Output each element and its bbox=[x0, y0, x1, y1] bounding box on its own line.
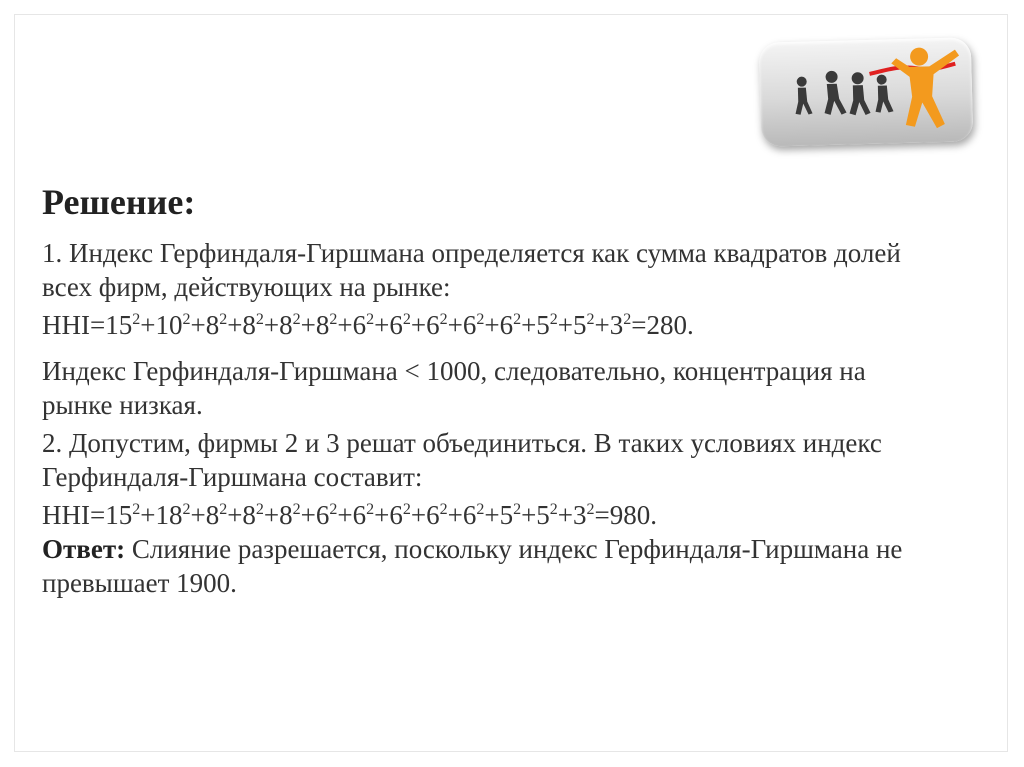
formula-plus: + bbox=[447, 500, 463, 530]
solution-heading: Решение: bbox=[42, 182, 196, 222]
formula-term: $8^2$ bbox=[205, 310, 228, 340]
formula-term: $6^2$ bbox=[499, 310, 522, 340]
formula-exponent: 2 bbox=[132, 311, 141, 328]
formula-exponent: 2 bbox=[549, 311, 558, 328]
formula-term: $5^2$ bbox=[536, 310, 558, 340]
paragraph-merger-assumption: 2. Допустим, фирмы 2 и 3 решат объединиться. В таких условиях индекс Герфиндаля-Гиршмана составит: bbox=[42, 428, 882, 492]
runners-illustration bbox=[759, 37, 974, 147]
formula-exponent: 2 bbox=[513, 501, 522, 518]
answer-text: Слияние разрешается, поскольку индекс Герфиндаля-Гиршмана не превышает 1900. bbox=[42, 534, 903, 598]
formula-exponent: 2 bbox=[513, 311, 522, 328]
formula-exponent: 2 bbox=[402, 501, 411, 518]
formula-exponent: 2 bbox=[366, 501, 375, 518]
formula-term: $5^2$ bbox=[499, 500, 522, 530]
dark-runners-icon bbox=[794, 69, 893, 117]
formula-term: $8^2$ bbox=[279, 310, 301, 340]
hhi-formula-initial bbox=[42, 308, 942, 342]
formula-exponent: 2 bbox=[255, 501, 264, 518]
formula-plus: + bbox=[263, 500, 280, 530]
formula-term: $6^2$ bbox=[426, 500, 448, 530]
formula-plus: + bbox=[190, 500, 206, 530]
formula-exponent: 2 bbox=[586, 311, 595, 328]
formula-term: $8^2$ bbox=[242, 310, 264, 340]
winner-figure-icon bbox=[891, 47, 961, 130]
formula-result: =980. bbox=[594, 500, 658, 530]
formula-exponent: 2 bbox=[182, 311, 191, 328]
formula-term: $6^2$ bbox=[389, 310, 411, 340]
formula-term: $6^2$ bbox=[352, 310, 375, 340]
hhi-formula-merger bbox=[42, 498, 942, 532]
formula-exponent: 2 bbox=[182, 501, 191, 518]
formula-exponent: 2 bbox=[476, 311, 485, 328]
formula-exponent: 2 bbox=[255, 311, 264, 328]
formula-exponent: 2 bbox=[586, 501, 595, 518]
runners-finish-line-icon bbox=[759, 37, 974, 147]
formula-plus: + bbox=[300, 310, 316, 340]
formula-plus: + bbox=[190, 310, 206, 340]
formula-plus: + bbox=[227, 500, 243, 530]
formula-term: $5^2$ bbox=[573, 310, 595, 340]
formula-plus: + bbox=[337, 310, 353, 340]
formula-plus: + bbox=[227, 310, 243, 340]
formula-plus: + bbox=[300, 500, 316, 530]
formula-plus: + bbox=[557, 310, 574, 340]
formula-exponent: 2 bbox=[402, 311, 411, 328]
formula-term: $6^2$ bbox=[426, 310, 448, 340]
formula-plus: + bbox=[557, 500, 574, 530]
formula-exponent: 2 bbox=[219, 311, 228, 328]
formula-plus: + bbox=[484, 500, 500, 530]
formula-plus: + bbox=[410, 310, 427, 340]
solution-content bbox=[42, 178, 942, 612]
formula-term: $8^2$ bbox=[242, 500, 264, 530]
formula-term: $15^2$ bbox=[105, 500, 141, 530]
answer-paragraph bbox=[42, 532, 942, 600]
formula-plus: + bbox=[140, 500, 156, 530]
formula-term: $3^2$ bbox=[573, 500, 595, 530]
formula-exponent: 2 bbox=[549, 501, 558, 518]
formula-term: $5^2$ bbox=[536, 500, 558, 530]
formula-result: =280. bbox=[631, 310, 694, 340]
formula-term: $3^2$ bbox=[609, 310, 632, 340]
formula-exponent: 2 bbox=[292, 501, 301, 518]
formula-exponent: 2 bbox=[219, 501, 228, 518]
formula-exponent: 2 bbox=[292, 311, 301, 328]
formula-term: $18^2$ bbox=[155, 500, 191, 530]
formula-exponent: 2 bbox=[476, 501, 485, 518]
formula-plus: + bbox=[263, 310, 280, 340]
formula-exponent: 2 bbox=[329, 501, 338, 518]
formula-term: $6^2$ bbox=[315, 500, 338, 530]
formula-plus: + bbox=[337, 500, 353, 530]
formula-term: $6^2$ bbox=[462, 500, 485, 530]
answer-label: Ответ: bbox=[42, 534, 126, 564]
formula-exponent: 2 bbox=[439, 501, 448, 518]
formula-term: $6^2$ bbox=[389, 500, 411, 530]
formula-exponent: 2 bbox=[623, 311, 632, 328]
formula-plus: + bbox=[140, 310, 156, 340]
formula-plus: + bbox=[410, 500, 427, 530]
formula-exponent: 2 bbox=[329, 311, 338, 328]
formula-prefix: HHI= bbox=[42, 310, 106, 340]
formula-exponent: 2 bbox=[439, 311, 448, 328]
formula-plus: + bbox=[521, 310, 537, 340]
formula-exponent: 2 bbox=[366, 311, 375, 328]
formula-term: $8^2$ bbox=[205, 500, 228, 530]
formula-term: $10^2$ bbox=[155, 310, 191, 340]
formula-prefix: HHI= bbox=[42, 500, 106, 530]
paragraph-conclusion-low: Индекс Герфиндаля-Гиршмана < 1000, следовательно, концентрация на рынке низкая. bbox=[42, 356, 866, 420]
formula-term: $15^2$ bbox=[105, 310, 141, 340]
formula-exponent: 2 bbox=[132, 501, 141, 518]
formula-plus: + bbox=[594, 310, 610, 340]
formula-plus: + bbox=[447, 310, 463, 340]
paragraph-definition: 1. Индекс Герфиндаля-Гиршмана определяется как сумма квадратов долей всех фирм, действующих на рынке: bbox=[42, 238, 901, 302]
formula-plus: + bbox=[374, 310, 390, 340]
formula-term: $8^2$ bbox=[315, 310, 338, 340]
formula-plus: + bbox=[484, 310, 500, 340]
formula-plus: + bbox=[374, 500, 390, 530]
formula-term: $8^2$ bbox=[279, 500, 301, 530]
formula-term: $6^2$ bbox=[462, 310, 485, 340]
formula-term: $6^2$ bbox=[352, 500, 375, 530]
formula-plus: + bbox=[521, 500, 537, 530]
